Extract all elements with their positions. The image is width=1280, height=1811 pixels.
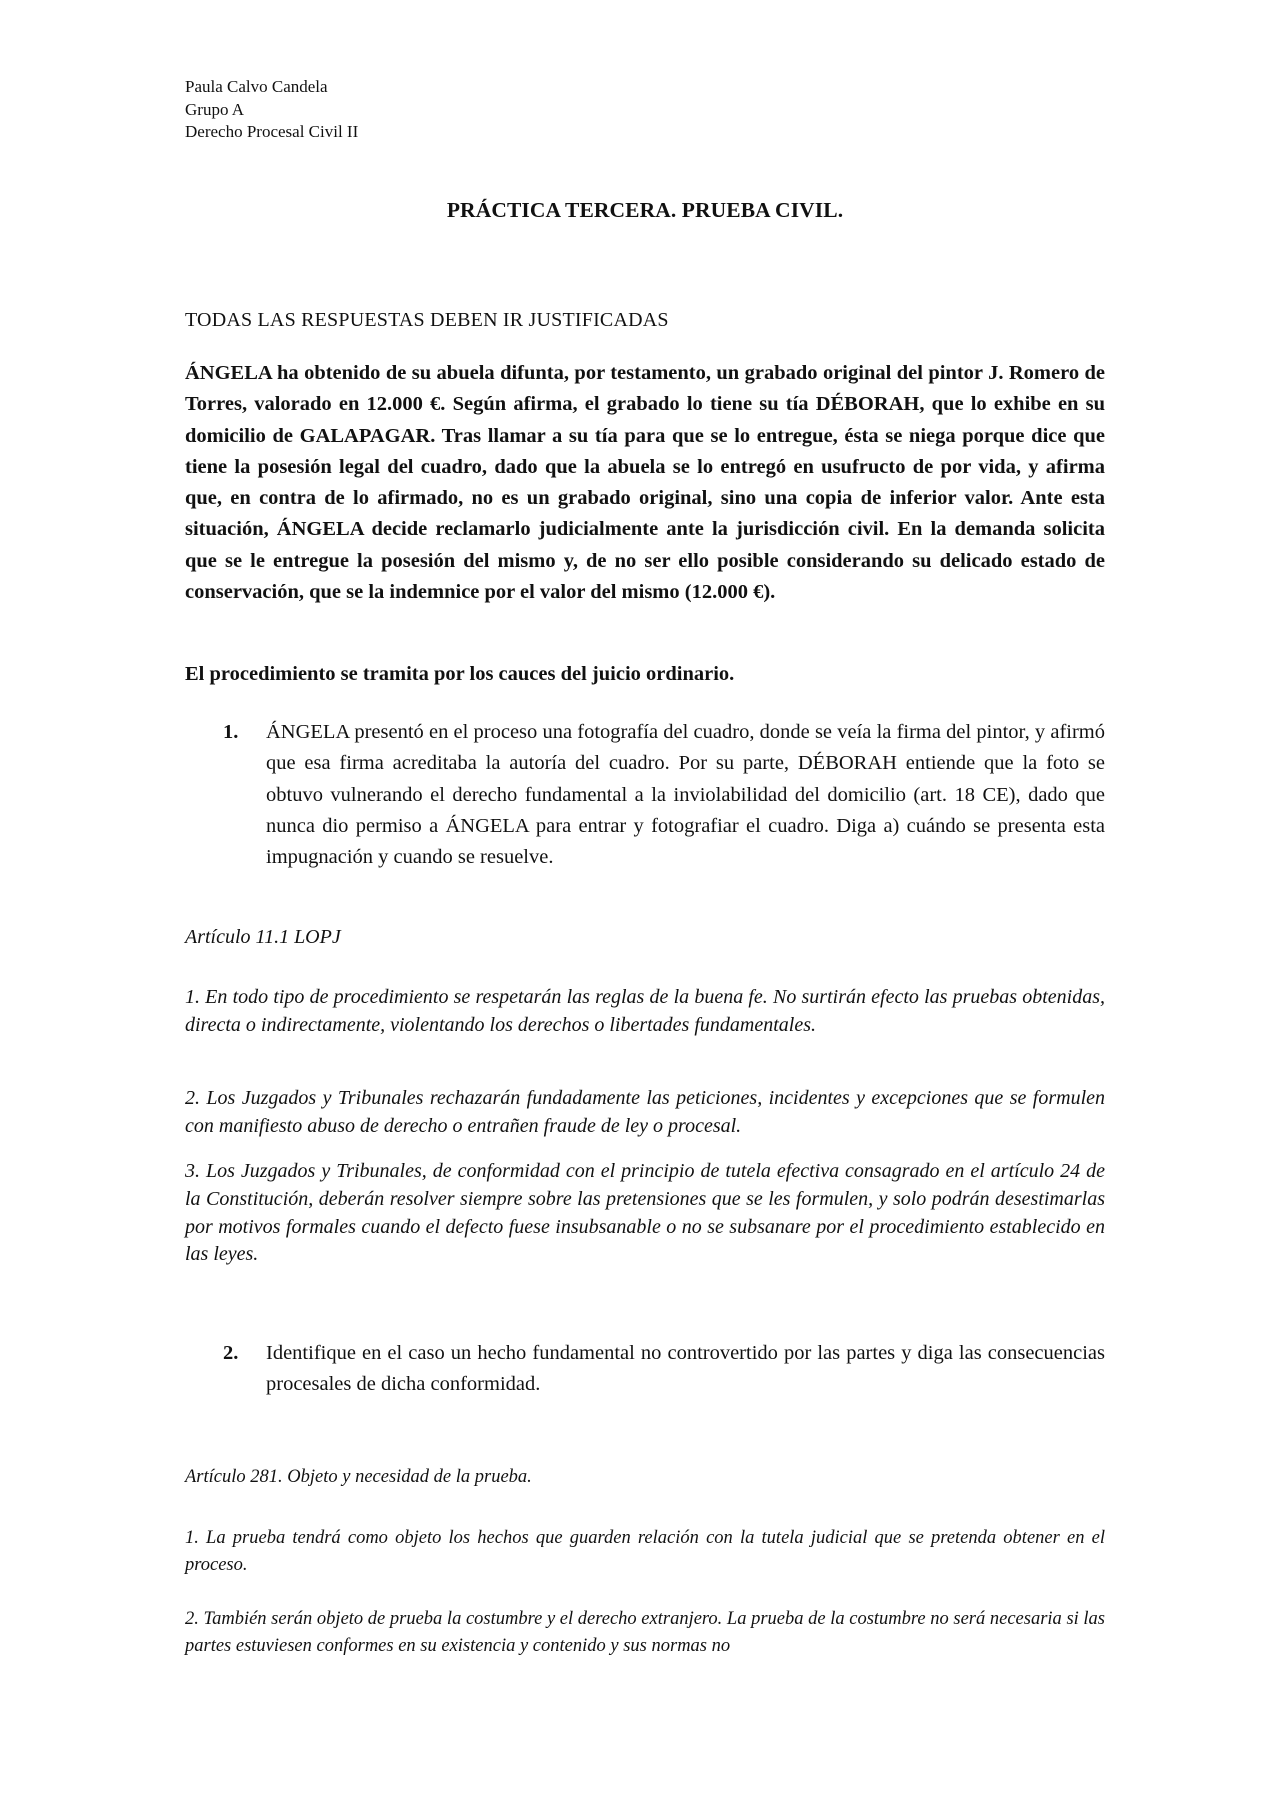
law-1-paragraph-2: 2. Los Juzgados y Tribunales rechazarán fundadamente las peticiones, incidentes y excepciones que se formulen con manifiesto abuso de derecho o entrañen fraude de ley o procesal. [185,1087,1105,1137]
group-label: Grupo A [185,99,245,119]
question-number: 1. [223,721,239,743]
question-2 [223,1338,1105,1401]
law-2-title: Artículo 281. Objeto y necesidad de la prueba. [185,1467,532,1487]
procedure-text: El procedimiento se tramita por los cauces del juicio ordinario. [185,663,735,685]
question-1 [223,717,1105,873]
law-2-paragraph-1: 1. La prueba tendrá como objeto los hechos que guarden relación con la tutela judicial que se pretenda obtener en el proceso. [185,1528,1105,1575]
question-text: Identifique en el caso un hecho fundamental no controvertido por las partes y diga las consecuencias procesales de dicha conformidad. [266,1342,1105,1396]
author-name: Paula Calvo Candela [185,77,328,96]
question-text: ÁNGELA presentó en el proceso una fotografía del cuadro, donde se veía la firma del pintor, y afirmó que esa firma acreditaba la autoría del cuadro. Por su parte, DÉBORAH entiende que la foto se obtuvo vulnerando el derecho fundamental a la inviolabilidad del domicilio (art. 18 CE), dado que nunca dio permiso a ÁNGELA para entrar y fotografiar el cuadro. Diga a) cuándo se presenta esta impugnación y cuando se resuelve. [266,721,1105,869]
question-number: 2. [223,1342,239,1364]
document-header [185,76,358,144]
subject-label: Derecho Procesal Civil II [185,122,359,141]
page-title: PRÁCTICA TERCERA. PRUEBA CIVIL. [446,198,844,222]
instructions-text: TODAS LAS RESPUESTAS DEBEN IR JUSTIFICADAS [185,309,669,331]
law-1-title: Artículo 11.1 LOPJ [185,926,341,948]
law-1-paragraph-3: 3. Los Juzgados y Tribunales, de conformidad con el principio de tutela efectiva consagrado en el artículo 24 de la Constitución, deberán resolver siempre sobre las pretensiones que se les formulen, y solo podrán desestimarlas por motivos formales cuando el defecto fuese insubsanable o no se subsanare por el procedimiento establecido en las leyes. [185,1160,1105,1266]
law-2-paragraph-2: 2. También serán objeto de prueba la costumbre y el derecho extranjero. La prueba de la costumbre no será necesaria si las partes estuviesen conformes en su existencia y contenido y sus normas no [185,1609,1105,1656]
case-statement: ÁNGELA ha obtenido de su abuela difunta, por testamento, un grabado original del pintor J. Romero de Torres, valorado en 12.000 €. Según afirma, el grabado lo tiene su tía DÉBORAH, que lo exhibe en su domicilio de GALAPAGAR. Tras llamar a su tía para que se lo entregue, ésta se niega porque dice que tiene la posesión legal del cuadro, dado que la abuela se lo entregó en usufructo de por vida, y afirma que, en contra de lo afirmado, no es un grabado original, sino una copia de inferior valor. Ante esta situación, ÁNGELA decide reclamarlo judicialmente ante la jurisdicción civil. En la demanda solicita que se le entregue la posesión del mismo y, de no ser ello posible considerando su delicado estado de conservación, que se la indemnice por el valor del mismo (12.000 €). [185,362,1105,604]
law-1-paragraph-1: 1. En todo tipo de procedimiento se respetarán las reglas de la buena fe. No surtirán efecto las pruebas obtenidas, directa o indirectamente, violentando los derechos o libertades fundamentales. [185,986,1105,1036]
